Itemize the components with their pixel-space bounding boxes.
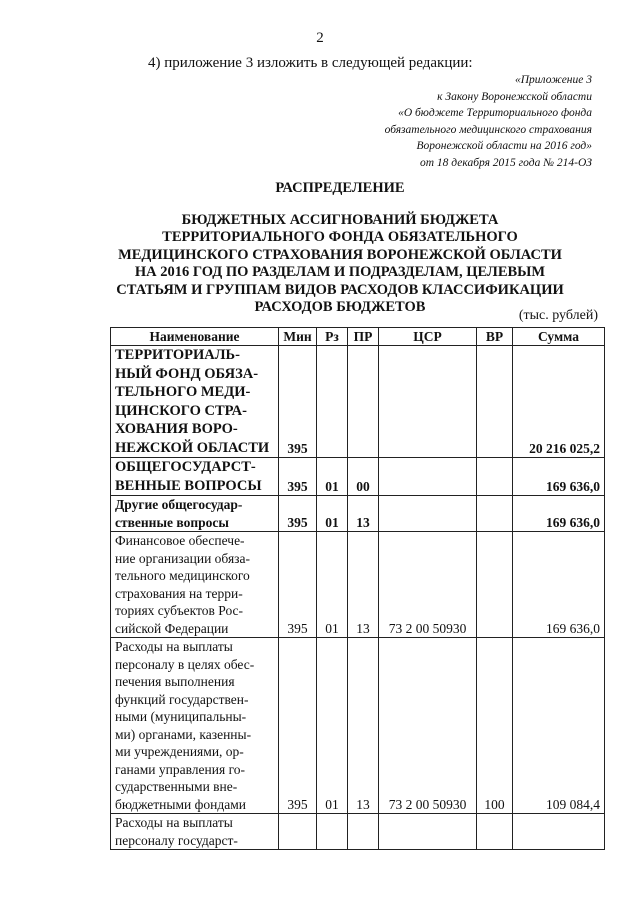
cell-rz: 01 (317, 496, 348, 532)
title-line: НА 2016 ГОД ПО РАЗДЕЛАМ И ПОДРАЗДЕЛАМ, ЦЕЛЕВЫМ (134, 264, 546, 280)
cell-rz (317, 346, 348, 458)
cell-csr (379, 346, 477, 458)
title-line: РАСХОДОВ БЮДЖЕТОВ (254, 299, 426, 315)
header-csr: ЦСР (379, 328, 477, 346)
table-row (111, 458, 605, 496)
intro-text: 4) приложение 3 изложить в следующей редакции: (148, 55, 473, 71)
cell-pr (348, 814, 379, 850)
cell-vr (477, 458, 513, 496)
cell-min: 395 (279, 638, 317, 814)
header-sum: Сумма (513, 328, 605, 346)
cell-vr (477, 532, 513, 638)
title-line: БЮДЖЕТНЫХ АССИГНОВАНИЙ БЮДЖЕТА (181, 211, 499, 228)
row-name: Расходы на выплаты персоналу в целях обес- печения выполнения функций государствен- ными (муниципальны- ми) органами, казенны- ми учреждениями, ор- ганами управления го- сударственными вне- бюджетными фондами (111, 638, 279, 814)
cell-min: 395 (279, 458, 317, 496)
title-line: СТАТЬЯМ И ГРУППАМ ВИДОВ РАСХОДОВ КЛАССИФИКАЦИИ (116, 281, 564, 298)
title-line: МЕДИЦИНСКОГО СТРАХОВАНИЯ ВОРОНЕЖСКОЙ ОБЛАСТИ (118, 246, 562, 263)
table-row (111, 638, 605, 814)
appendix-line: обязательного медицинского страхования (384, 123, 592, 136)
title-line: ТЕРРИТОРИАЛЬНОГО ФОНДА ОБЯЗАТЕЛЬНОГО (162, 229, 518, 245)
cell-csr (379, 814, 477, 850)
cell-min: 395 (279, 496, 317, 532)
appendix-line: от 18 декабря 2015 года № 214-ОЗ (419, 156, 592, 169)
cell-rz: 01 (317, 532, 348, 638)
cell-vr (477, 346, 513, 458)
row-name: Расходы на выплаты персоналу государст- (111, 814, 279, 850)
header-name: Наименование (111, 328, 279, 346)
header-pr: ПР (348, 328, 379, 346)
cell-csr (379, 458, 477, 496)
cell-sum: 109 084,4 (513, 638, 605, 814)
document-title (100, 180, 580, 317)
cell-sum (513, 814, 605, 850)
cell-pr: 13 (348, 638, 379, 814)
cell-sum: 169 636,0 (513, 532, 605, 638)
page-number: 2 (316, 30, 324, 46)
appendix-line: «Приложение 3 (514, 74, 592, 86)
row-name: Другие общегосудар- ственные вопросы (111, 496, 279, 532)
cell-sum: 169 636,0 (513, 458, 605, 496)
table-row (111, 496, 605, 532)
cell-sum: 20 216 025,2 (513, 346, 605, 458)
row-name: Финансовое обеспече- ние организации обяза- тельного медицинского страхования на терри- ториях субъектов Рос- сийской Федерации (111, 532, 279, 638)
row-name: ОБЩЕГОСУДАРСТ- ВЕННЫЕ ВОПРОСЫ (111, 458, 279, 496)
cell-pr: 13 (348, 496, 379, 532)
appendix-reference (385, 72, 592, 171)
budget-table (110, 327, 605, 850)
cell-pr: 13 (348, 532, 379, 638)
cell-min: 395 (279, 532, 317, 638)
cell-pr (348, 346, 379, 458)
cell-csr (379, 496, 477, 532)
cell-pr: 00 (348, 458, 379, 496)
table-row (111, 346, 605, 458)
appendix-line: Воронежской области на 2016 год» (416, 140, 592, 152)
cell-vr (477, 814, 513, 850)
header-vr: ВР (477, 328, 513, 346)
cell-min (279, 814, 317, 850)
appendix-line: «О бюджете Территориального фонда (398, 107, 592, 119)
appendix-line: к Закону Воронежской области (437, 90, 592, 103)
cell-rz (317, 814, 348, 850)
cell-csr: 73 2 00 50930 (379, 638, 477, 814)
cell-rz: 01 (317, 458, 348, 496)
title-line: РАСПРЕДЕЛЕНИЕ (275, 180, 405, 196)
cell-sum: 169 636,0 (513, 496, 605, 532)
units-label: (тыс. рублей) (518, 308, 598, 323)
header-rz: Рз (317, 328, 348, 346)
cell-vr: 100 (477, 638, 513, 814)
header-min: Мин (279, 328, 317, 346)
cell-min: 395 (279, 346, 317, 458)
table-header-row (111, 328, 605, 346)
cell-csr: 73 2 00 50930 (379, 532, 477, 638)
row-name: ТЕРРИТОРИАЛЬ- НЫЙ ФОНД ОБЯЗА- ТЕЛЬНОГО МЕДИ- ЦИНСКОГО СТРА- ХОВАНИЯ ВОРО- НЕЖСКОЙ ОБЛАСТИ (111, 346, 279, 458)
cell-rz: 01 (317, 638, 348, 814)
table-row (111, 814, 605, 850)
table-row (111, 532, 605, 638)
cell-vr (477, 496, 513, 532)
